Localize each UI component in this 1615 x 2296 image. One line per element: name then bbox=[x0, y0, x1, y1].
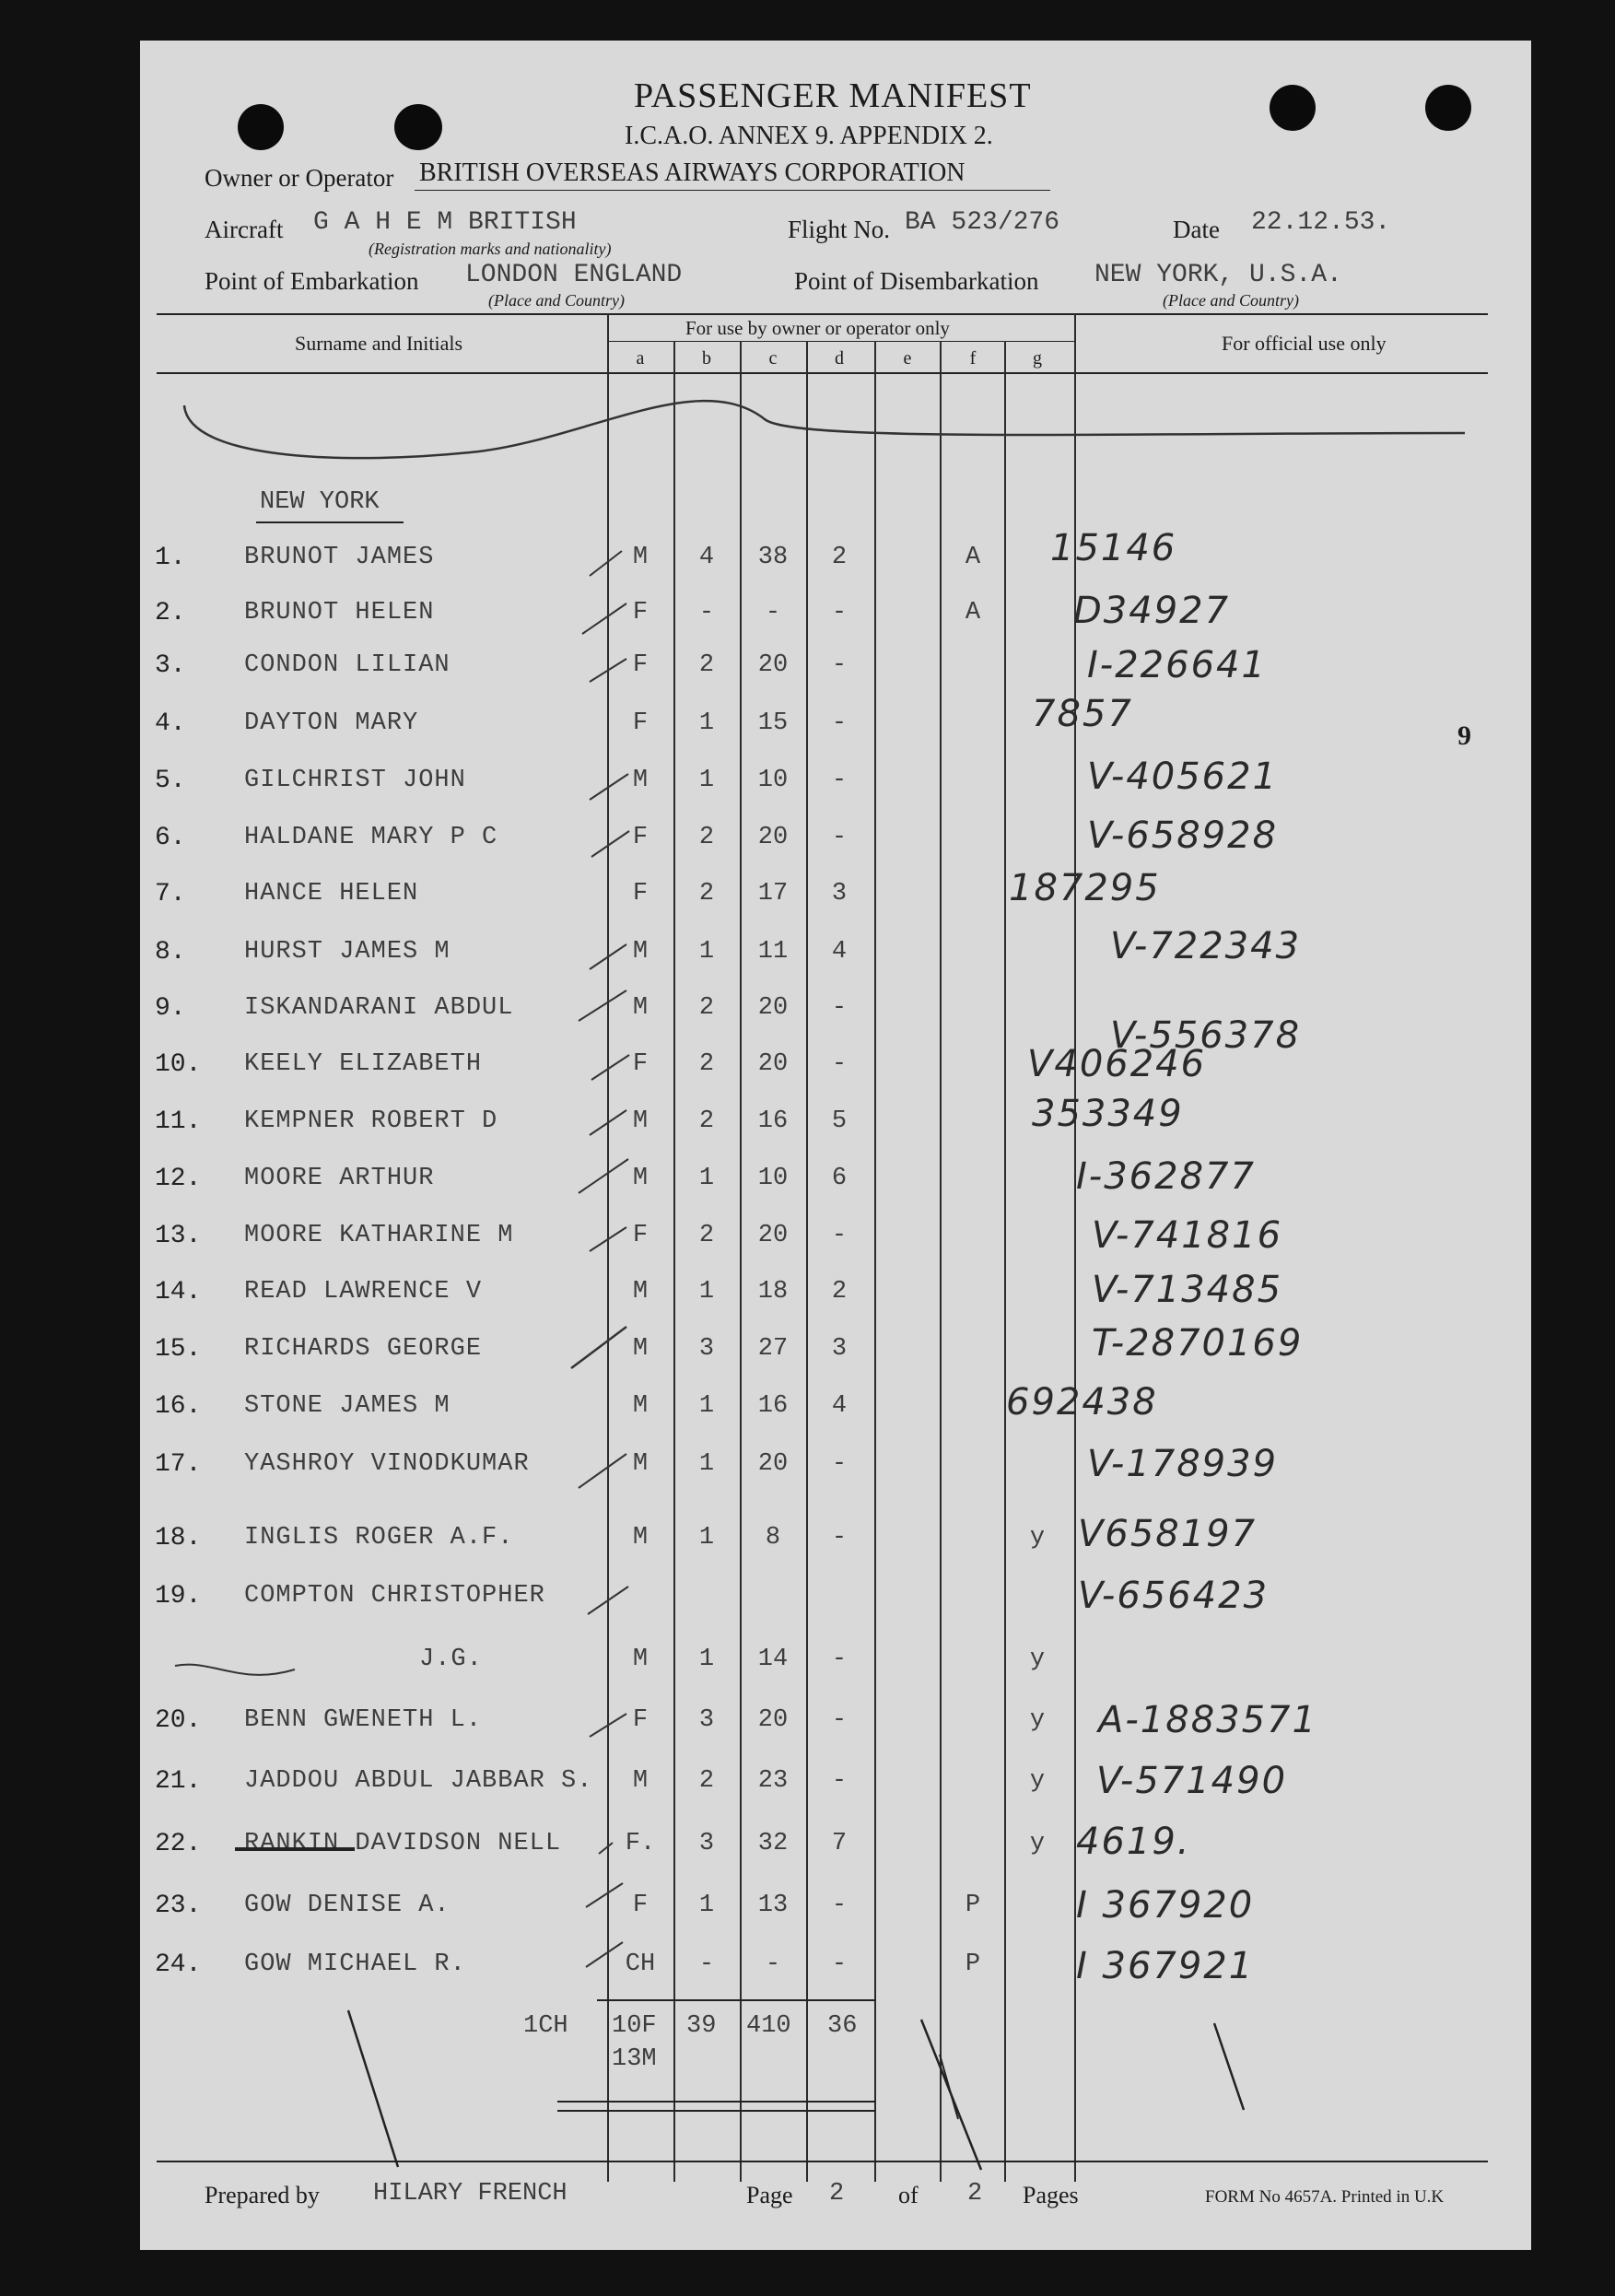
of-label: of bbox=[898, 2182, 919, 2208]
punch-hole bbox=[1270, 85, 1316, 131]
cell-d: - bbox=[831, 824, 848, 851]
cell-b: - bbox=[698, 1950, 715, 1978]
row-number: 15. bbox=[155, 1335, 202, 1364]
section-underline bbox=[256, 521, 404, 523]
cell-a: M bbox=[632, 1524, 649, 1552]
official-number: V-556378 bbox=[1110, 1014, 1302, 1057]
official-number: D34927 bbox=[1073, 590, 1231, 632]
passenger-name: RICHARDS GEORGE bbox=[244, 1335, 483, 1363]
official-number: V-405621 bbox=[1087, 756, 1279, 798]
table-row bbox=[0, 814, 1615, 870]
cell-a: F. bbox=[625, 1830, 656, 1857]
official-number: 7857 bbox=[1032, 693, 1133, 735]
row-number: 21. bbox=[155, 1767, 202, 1796]
cell-g: y bbox=[1029, 1524, 1046, 1552]
cell-b: 4 bbox=[698, 544, 715, 571]
cell-g: y bbox=[1029, 1646, 1046, 1673]
official-number: I-362877 bbox=[1076, 1155, 1256, 1198]
owner-underline bbox=[415, 190, 1050, 191]
cell-b: 1 bbox=[698, 1278, 715, 1306]
cell-b: 3 bbox=[698, 1706, 715, 1734]
official-number: A-1883571 bbox=[1098, 1699, 1317, 1741]
cell-b: 1 bbox=[698, 1450, 715, 1478]
cell-c: 10 bbox=[757, 767, 789, 794]
row-number: 6. bbox=[155, 824, 186, 852]
cell-c: 17 bbox=[757, 880, 789, 908]
passenger-name: GILCHRIST JOHN bbox=[244, 767, 466, 794]
cell-b: 2 bbox=[698, 994, 715, 1022]
official-number: V658197 bbox=[1078, 1513, 1258, 1555]
cell-a: M bbox=[632, 1450, 649, 1478]
official-number: 353349 bbox=[1032, 1093, 1184, 1135]
official-number: 15146 bbox=[1050, 527, 1177, 569]
cell-b: 2 bbox=[698, 1767, 715, 1795]
table-row bbox=[0, 1646, 1615, 1692]
form-number: FORM No 4657A. Printed in U.K bbox=[1205, 2187, 1445, 2207]
cell-g: y bbox=[1029, 1706, 1046, 1734]
official-number: V-722343 bbox=[1110, 925, 1302, 967]
table-row bbox=[0, 1155, 1615, 1211]
cell-d: - bbox=[831, 1706, 848, 1734]
cell-c: 20 bbox=[757, 1450, 789, 1478]
prepared-value: HILARY FRENCH bbox=[373, 2180, 568, 2208]
table-row bbox=[0, 1093, 1615, 1154]
footer-rule bbox=[157, 2161, 1488, 2162]
cell-f: P bbox=[965, 1950, 981, 1978]
cell-g: y bbox=[1029, 1767, 1046, 1795]
row-number: 13. bbox=[155, 1222, 202, 1250]
cell-c: 15 bbox=[757, 709, 789, 737]
cell-a: F bbox=[632, 651, 649, 679]
cell-c: 16 bbox=[757, 1392, 789, 1420]
passenger-name: BRUNOT JAMES bbox=[244, 544, 435, 571]
cell-c: 23 bbox=[757, 1767, 789, 1795]
table-row bbox=[0, 1443, 1615, 1496]
aircraft-note: (Registration marks and nationality) bbox=[369, 240, 612, 258]
cell-c: 10 bbox=[757, 1165, 789, 1192]
cell-b: - bbox=[698, 599, 715, 627]
punch-hole bbox=[1425, 85, 1471, 131]
page-value: 2 bbox=[829, 2180, 845, 2208]
cell-b: 3 bbox=[698, 1830, 715, 1857]
cell-d: 3 bbox=[831, 880, 848, 908]
date-value: 22.12.53. bbox=[1251, 208, 1391, 237]
punch-hole bbox=[394, 104, 442, 150]
cell-d: - bbox=[831, 599, 848, 627]
col-header-official: For official use only bbox=[1222, 332, 1387, 355]
table-row bbox=[0, 1269, 1615, 1324]
sub-column-c: c bbox=[768, 348, 778, 369]
pages-label: Pages bbox=[1023, 2182, 1079, 2208]
cell-a: M bbox=[632, 1767, 649, 1795]
disembark-note: (Place and Country) bbox=[1163, 291, 1299, 310]
table-row bbox=[0, 1043, 1615, 1096]
cell-c: 11 bbox=[757, 938, 789, 966]
cell-b: 3 bbox=[698, 1335, 715, 1363]
passenger-name: HANCE HELEN bbox=[244, 880, 419, 908]
official-number: I 367921 bbox=[1076, 1945, 1255, 1987]
cell-c: 20 bbox=[757, 1050, 789, 1078]
cell-g: y bbox=[1029, 1830, 1046, 1857]
cell-c: 20 bbox=[757, 651, 789, 679]
cell-d: - bbox=[831, 1767, 848, 1795]
cell-b: 1 bbox=[698, 709, 715, 737]
passenger-name: MOORE KATHARINE M bbox=[244, 1222, 514, 1249]
cell-a: F bbox=[632, 880, 649, 908]
form-subtitle: I.C.A.O. ANNEX 9. APPENDIX 2. bbox=[625, 122, 993, 150]
totals-b: 39 bbox=[686, 2012, 717, 2040]
passenger-name: READ LAWRENCE V bbox=[244, 1278, 483, 1306]
sub-column-e: e bbox=[903, 348, 912, 369]
row-number: 16. bbox=[155, 1392, 202, 1421]
table-row bbox=[0, 925, 1615, 984]
row-number: 8. bbox=[155, 938, 186, 966]
table-row bbox=[0, 1821, 1615, 1876]
cell-c: 14 bbox=[757, 1646, 789, 1673]
table-row bbox=[0, 590, 1615, 645]
section-heading: NEW YORK bbox=[260, 488, 380, 516]
aircraft-label: Aircraft bbox=[205, 216, 284, 243]
cell-b: 2 bbox=[698, 1222, 715, 1249]
row-number: 12. bbox=[155, 1165, 202, 1193]
table-row bbox=[0, 1945, 1615, 1997]
official-number: V-658928 bbox=[1087, 814, 1279, 857]
cell-c: - bbox=[765, 599, 781, 627]
cell-a: M bbox=[632, 1335, 649, 1363]
table-row bbox=[0, 1699, 1615, 1752]
totals-label: 1CH bbox=[523, 2012, 568, 2040]
cell-a: M bbox=[632, 938, 649, 966]
cell-b: 2 bbox=[698, 880, 715, 908]
margin-number: 9 bbox=[1457, 720, 1471, 751]
cell-a: M bbox=[632, 544, 649, 571]
official-number: V-656423 bbox=[1078, 1575, 1270, 1617]
col-header-owner-use: For use by owner or operator only bbox=[685, 317, 950, 339]
official-number: V-713485 bbox=[1092, 1269, 1283, 1311]
row-number: 18. bbox=[155, 1524, 202, 1552]
row-number: 5. bbox=[155, 767, 186, 795]
official-number: 4619. bbox=[1076, 1821, 1191, 1863]
sub-column-f: f bbox=[969, 348, 977, 369]
cell-d: - bbox=[831, 1450, 848, 1478]
cell-b: 1 bbox=[698, 1892, 715, 1919]
cell-c: 20 bbox=[757, 1706, 789, 1734]
official-number: T-2870169 bbox=[1092, 1322, 1304, 1365]
official-number: V406246 bbox=[1027, 1043, 1207, 1085]
cell-c: 38 bbox=[757, 544, 789, 571]
page-label: Page bbox=[746, 2182, 793, 2208]
passenger-name: INGLIS ROGER A.F. bbox=[244, 1524, 514, 1552]
cell-f: A bbox=[965, 599, 981, 627]
cell-b: 2 bbox=[698, 651, 715, 679]
official-number: 692438 bbox=[1006, 1381, 1158, 1423]
cell-d: - bbox=[831, 1950, 848, 1978]
flight-value: BA 523/276 bbox=[905, 208, 1060, 237]
cell-c: 13 bbox=[757, 1892, 789, 1919]
cell-b: 1 bbox=[698, 1646, 715, 1673]
cell-a: M bbox=[632, 1278, 649, 1306]
passenger-name: JADDOU ABDUL JABBAR S. bbox=[244, 1767, 593, 1795]
cell-c: 32 bbox=[757, 1830, 789, 1857]
cell-c: 20 bbox=[757, 1222, 789, 1249]
passenger-name: KEMPNER ROBERT D bbox=[244, 1107, 498, 1135]
owner-label: Owner or Operator bbox=[205, 164, 394, 192]
sub-column-g: g bbox=[1033, 348, 1042, 369]
cell-a: F bbox=[632, 1050, 649, 1078]
cell-a: M bbox=[632, 1646, 649, 1673]
cell-c: - bbox=[765, 1950, 781, 1978]
cell-a: F bbox=[632, 1222, 649, 1249]
row-number: 22. bbox=[155, 1830, 202, 1858]
official-number: V-571490 bbox=[1096, 1760, 1288, 1802]
date-label: Date bbox=[1173, 216, 1220, 243]
embark-label: Point of Embarkation bbox=[205, 267, 419, 295]
cell-a: M bbox=[632, 1392, 649, 1420]
cell-a: F bbox=[632, 1706, 649, 1734]
row-number: 24. bbox=[155, 1950, 202, 1979]
official-number: I 367920 bbox=[1076, 1884, 1255, 1927]
cell-b: 1 bbox=[698, 767, 715, 794]
table-row bbox=[0, 1381, 1615, 1438]
cell-d: 5 bbox=[831, 1107, 848, 1135]
cell-c: 27 bbox=[757, 1335, 789, 1363]
cell-d: - bbox=[831, 767, 848, 794]
passenger-name: CONDON LILIAN bbox=[244, 651, 451, 679]
owner-value: BRITISH OVERSEAS AIRWAYS CORPORATION bbox=[419, 158, 965, 187]
cell-d: 6 bbox=[831, 1165, 848, 1192]
totals-c: 410 bbox=[746, 2012, 791, 2040]
cell-a: CH bbox=[625, 1950, 656, 1978]
sub-column-b: b bbox=[702, 348, 711, 369]
cell-d: - bbox=[831, 1050, 848, 1078]
form-title: PASSENGER MANIFEST bbox=[634, 76, 1032, 115]
totals-d: 36 bbox=[827, 2012, 858, 2040]
cell-b: 1 bbox=[698, 1165, 715, 1192]
table-row bbox=[0, 994, 1615, 1057]
cell-d: 2 bbox=[831, 1278, 848, 1306]
table-row bbox=[0, 867, 1615, 926]
row-number: 23. bbox=[155, 1892, 202, 1920]
passenger-name: GOW MICHAEL R. bbox=[244, 1950, 466, 1978]
table-row bbox=[0, 1214, 1615, 1268]
passenger-name: HURST JAMES M bbox=[244, 938, 451, 966]
table-top-rule bbox=[157, 313, 1488, 315]
punch-hole bbox=[238, 104, 284, 150]
official-number: I-226641 bbox=[1087, 644, 1267, 686]
sub-column-d: d bbox=[835, 348, 844, 369]
table-row bbox=[0, 1575, 1615, 1628]
cell-d: 4 bbox=[831, 1392, 848, 1420]
cell-c: 18 bbox=[757, 1278, 789, 1306]
cell-d: - bbox=[831, 1524, 848, 1552]
cell-b: 2 bbox=[698, 824, 715, 851]
row-number: 9. bbox=[155, 994, 186, 1023]
official-number: V-741816 bbox=[1092, 1214, 1283, 1257]
passenger-name: COMPTON CHRISTOPHER bbox=[244, 1582, 545, 1610]
cell-d: - bbox=[831, 1222, 848, 1249]
cell-b: 2 bbox=[698, 1107, 715, 1135]
cell-c: 20 bbox=[757, 994, 789, 1022]
table-row bbox=[0, 644, 1615, 697]
cell-a: M bbox=[632, 1165, 649, 1192]
table-row bbox=[0, 527, 1615, 590]
totals-double-rule bbox=[557, 2110, 875, 2112]
passenger-name: YASHROY VINODKUMAR bbox=[244, 1450, 530, 1478]
table-row bbox=[0, 693, 1615, 756]
totals-rule bbox=[597, 1999, 876, 2001]
cell-b: 1 bbox=[698, 1524, 715, 1552]
cell-b: 1 bbox=[698, 1392, 715, 1420]
official-number: V-178939 bbox=[1087, 1443, 1279, 1485]
row-number: 14. bbox=[155, 1278, 202, 1306]
cell-c: 16 bbox=[757, 1107, 789, 1135]
cell-a: M bbox=[632, 767, 649, 794]
cell-d: 4 bbox=[831, 938, 848, 966]
row-number: 11. bbox=[155, 1107, 202, 1136]
row-number: 17. bbox=[155, 1450, 202, 1479]
col-header-surname: Surname and Initials bbox=[295, 332, 463, 355]
prepared-label: Prepared by bbox=[205, 2182, 320, 2208]
cell-d: - bbox=[831, 651, 848, 679]
row-number: 4. bbox=[155, 709, 186, 738]
passenger-name: J.G. bbox=[419, 1646, 483, 1673]
passenger-name: BRUNOT HELEN bbox=[244, 599, 435, 627]
totals-double-rule bbox=[557, 2101, 875, 2103]
passenger-name: MOORE ARTHUR bbox=[244, 1165, 435, 1192]
sub-column-a: a bbox=[636, 348, 645, 369]
passenger-name: BENN GWENETH L. bbox=[244, 1706, 483, 1734]
cell-d: - bbox=[831, 994, 848, 1022]
disembark-value: NEW YORK, U.S.A. bbox=[1094, 261, 1342, 289]
passenger-name: KEELY ELIZABETH bbox=[244, 1050, 483, 1078]
official-number: 187295 bbox=[1009, 867, 1161, 909]
cell-a: F bbox=[632, 709, 649, 737]
passenger-name: HALDANE MARY P C bbox=[244, 824, 498, 851]
row-number: 19. bbox=[155, 1582, 202, 1611]
cell-c: 20 bbox=[757, 824, 789, 851]
cell-b: 1 bbox=[698, 938, 715, 966]
embark-note: (Place and Country) bbox=[488, 291, 625, 310]
totals-a1: 10F bbox=[612, 2012, 657, 2040]
cell-d: - bbox=[831, 1892, 848, 1919]
cell-d: - bbox=[831, 709, 848, 737]
table-row bbox=[0, 1322, 1615, 1381]
cell-a: M bbox=[632, 1107, 649, 1135]
cell-d: 7 bbox=[831, 1830, 848, 1857]
table-row bbox=[0, 756, 1615, 813]
row-number: 2. bbox=[155, 599, 186, 627]
flight-label: Flight No. bbox=[788, 216, 891, 243]
table-row bbox=[0, 1760, 1615, 1813]
cell-d: 2 bbox=[831, 544, 848, 571]
row-number: 3. bbox=[155, 651, 186, 680]
passenger-name: DAYTON MARY bbox=[244, 709, 419, 737]
cell-d: - bbox=[831, 1646, 848, 1673]
totals-a2: 13M bbox=[612, 2045, 657, 2073]
disembark-label: Point of Disembarkation bbox=[794, 267, 1039, 295]
passenger-name: GOW DENISE A. bbox=[244, 1892, 451, 1919]
cell-f: A bbox=[965, 544, 981, 571]
cell-a: F bbox=[632, 599, 649, 627]
cell-a: F bbox=[632, 824, 649, 851]
embark-value: LONDON ENGLAND bbox=[465, 261, 683, 289]
passenger-name: STONE JAMES M bbox=[244, 1392, 451, 1420]
table-row bbox=[0, 1884, 1615, 1938]
cell-b: 2 bbox=[698, 1050, 715, 1078]
aircraft-value: G A H E M BRITISH bbox=[313, 208, 577, 237]
row-number: 7. bbox=[155, 880, 186, 908]
cell-a: F bbox=[632, 1892, 649, 1919]
cell-a: M bbox=[632, 994, 649, 1022]
passenger-name: ISKANDARANI ABDUL bbox=[244, 994, 514, 1022]
row-number: 1. bbox=[155, 544, 186, 572]
passenger-name: RANKIN DAVIDSON NELL bbox=[244, 1830, 562, 1857]
cell-f: P bbox=[965, 1892, 981, 1919]
table-header-rule bbox=[157, 372, 1488, 374]
row-number: 10. bbox=[155, 1050, 202, 1079]
of-value: 2 bbox=[967, 2180, 983, 2208]
row-number: 20. bbox=[155, 1706, 202, 1735]
cell-d: 3 bbox=[831, 1335, 848, 1363]
cell-c: 8 bbox=[765, 1524, 781, 1552]
table-row bbox=[0, 1513, 1615, 1570]
